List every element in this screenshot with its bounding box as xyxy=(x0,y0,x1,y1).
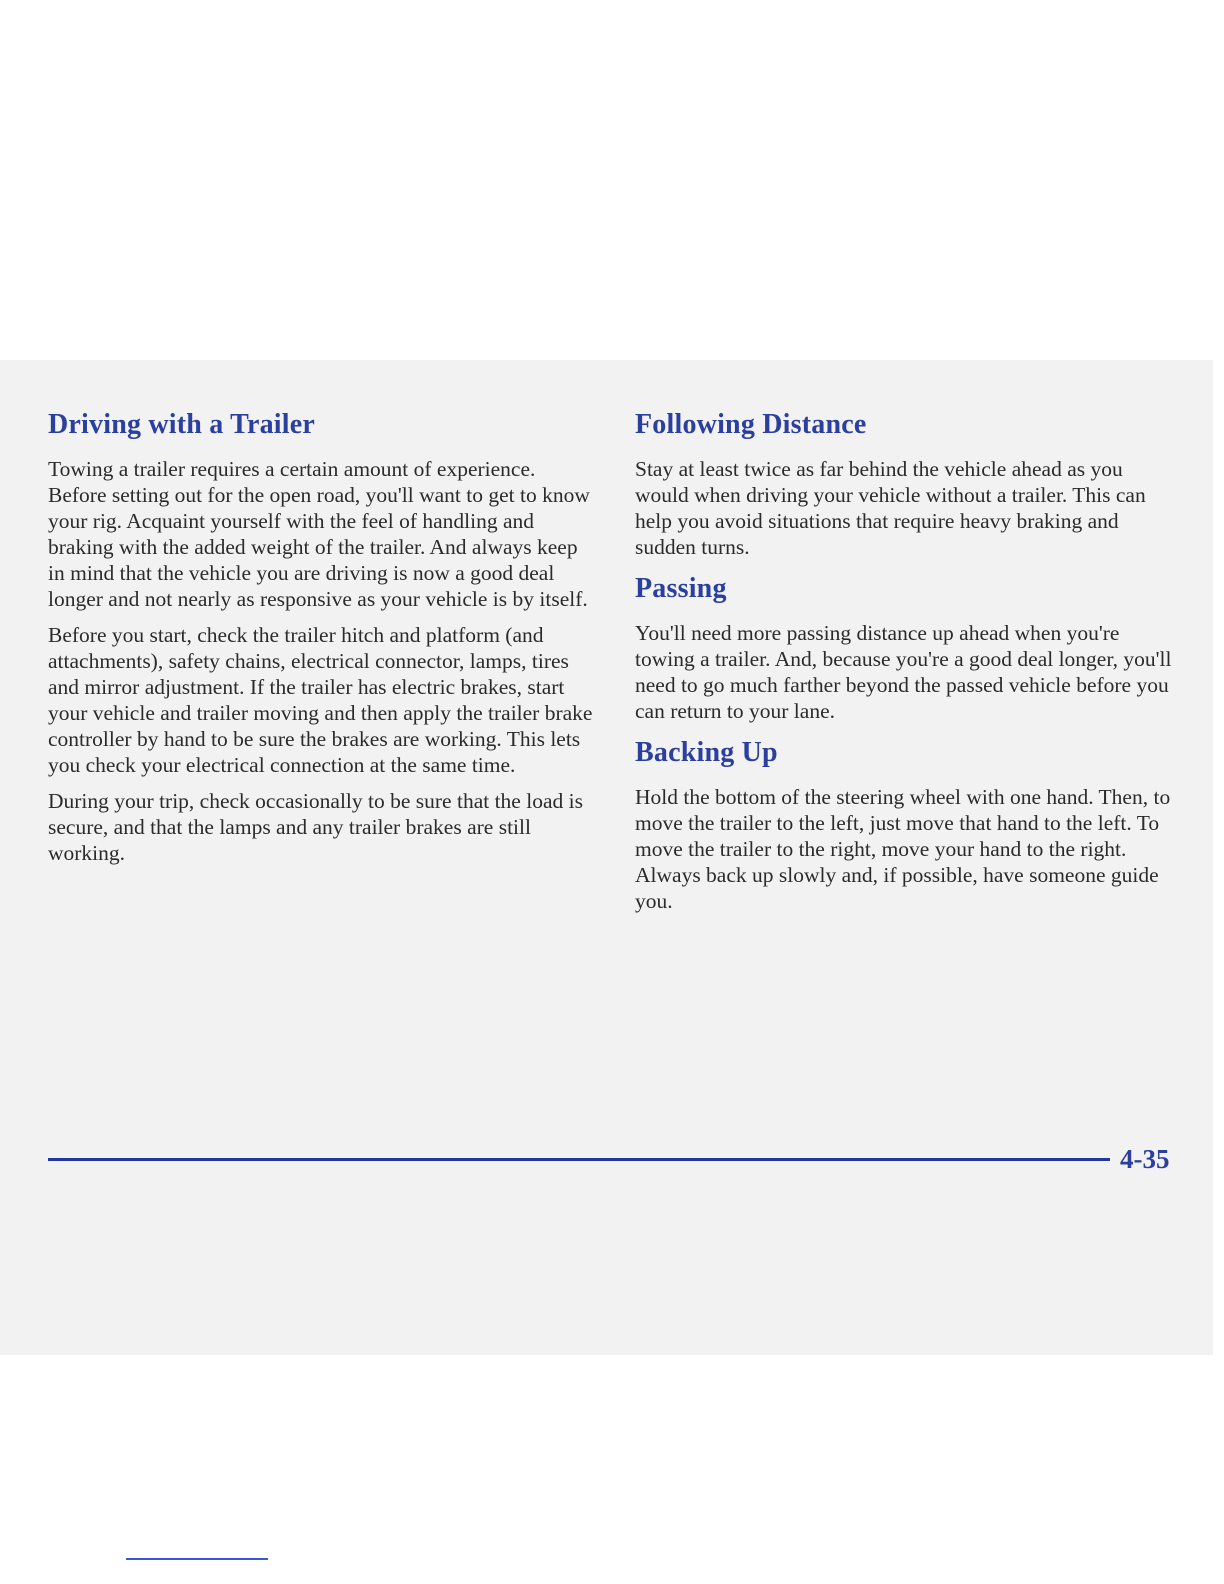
body-paragraph: You'll need more passing distance up ahead when you're towing a trailer. And, because you're a good deal longer, you'll need to go much farther beyond the passed vehicle before you can return to your lane. xyxy=(635,621,1172,723)
section-backing-up xyxy=(635,736,1180,914)
bottom-decorative-line xyxy=(126,1558,268,1560)
section-heading-passing: Passing xyxy=(635,573,727,604)
footer-rule xyxy=(48,1158,1110,1161)
body-paragraph: During your trip, check occasionally to be sure that the load is secure, and that the lamps and any trailer brakes are still working. xyxy=(48,789,583,865)
body-paragraph: Towing a trailer requires a certain amount of experience. Before setting out for the open road, you'll want to get to know your rig. Acquaint yourself with the feel of handling and braking with the added weight of the trailer. And always keep in mind that the vehicle you are driving is now a good deal longer and not nearly as responsive as your vehicle is by itself. xyxy=(48,457,590,611)
section-heading-following-distance: Following Distance xyxy=(635,409,867,440)
body-paragraph: Before you start, check the trailer hitch and platform (and attachments), safety chains, electrical connector, lamps, tires and mirror adjustment. If the trailer has electric brakes, start your vehicle and trailer moving and then apply the trailer brake controller by hand to be sure the brakes are working. This lets you check your electrical connection at the same time. xyxy=(48,623,593,777)
body-paragraph: Stay at least twice as far behind the vehicle ahead as you would when driving your vehicle without a trailer. This can help you avoid situations that require heavy braking and sudden turns. xyxy=(635,457,1146,559)
section-heading-backing-up: Backing Up xyxy=(635,737,778,768)
page-number: 4-35 xyxy=(1120,1144,1170,1174)
right-column xyxy=(635,408,1180,924)
section-passing xyxy=(635,572,1180,724)
section-heading-driving-with-trailer: Driving with a Trailer xyxy=(48,409,316,440)
left-column xyxy=(48,408,596,876)
body-paragraph: Hold the bottom of the steering wheel with one hand. Then, to move the trailer to the left, just move that hand to the left. To move the trailer to the right, move your hand to the right. Always back up slowly and, if possible, have someone guide you. xyxy=(635,785,1171,913)
section-following-distance xyxy=(635,408,1180,560)
